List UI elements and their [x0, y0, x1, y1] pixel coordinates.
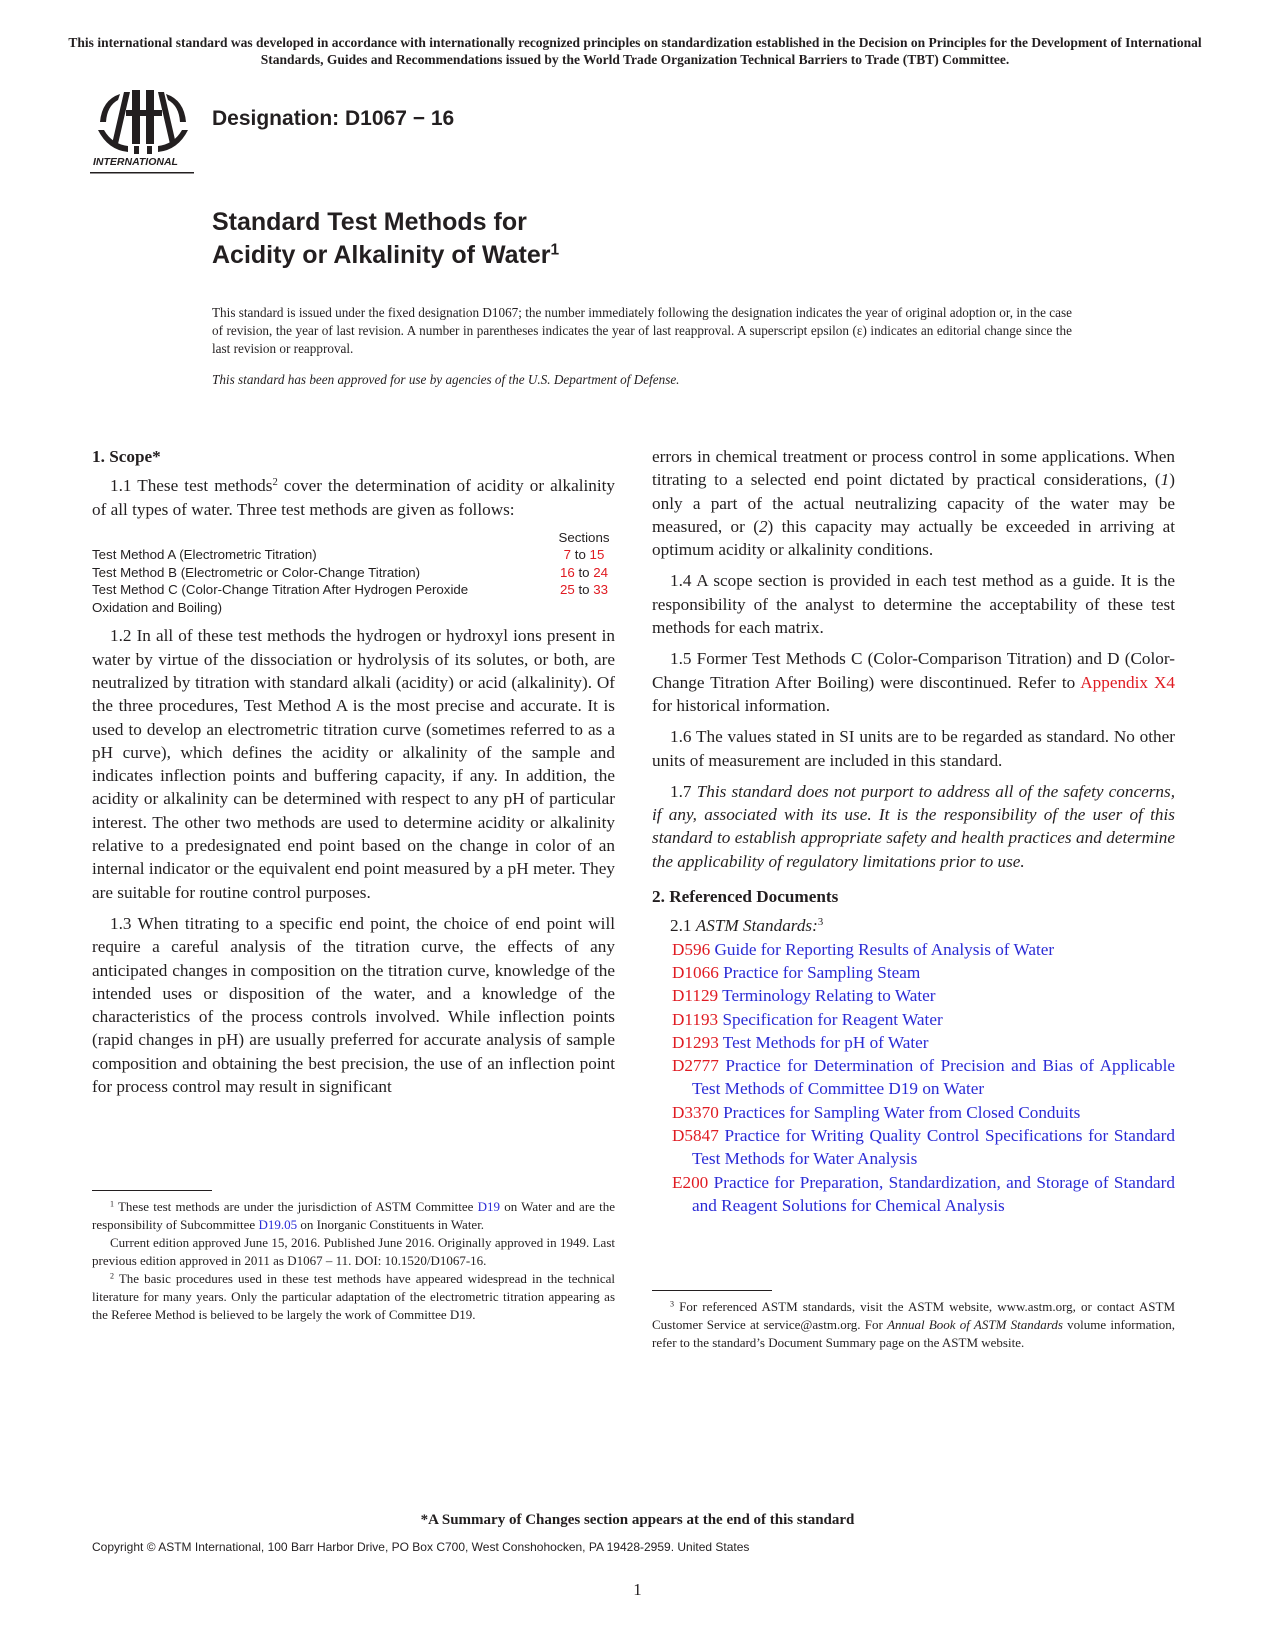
para-1-5-text: 1.5 Former Test Methods C (Color-Comparison Titration) and D (Color-Change Titration After Boiling) were discontinued. Refer to	[652, 649, 1175, 692]
reference-code[interactable]: D2777	[672, 1056, 719, 1076]
appendix-x4-link[interactable]: Appendix X4	[1080, 672, 1175, 692]
table-row	[92, 581, 615, 616]
reference-title[interactable]: Practice for Sampling Steam	[723, 962, 921, 982]
footnote-3-text-b: volume information, refer to the standard’s Document Summary page on the ASTM website.	[652, 1317, 1175, 1350]
reference-item[interactable]	[652, 1031, 1175, 1054]
footnote-rule-left	[92, 1190, 212, 1191]
section-link[interactable]: 33	[593, 582, 609, 598]
committee-d19-link[interactable]: D19	[477, 1199, 501, 1214]
to-word: to	[574, 547, 586, 563]
reference-code[interactable]: D1293	[672, 1032, 719, 1052]
reference-code[interactable]: D596	[672, 939, 711, 959]
footnote-3-marker: 3	[670, 1299, 675, 1309]
footnote-3-text: For referenced ASTM standards, visit the ASTM website, www.astm.org, or contact ASTM Customer Service at service@astm.org. For	[652, 1299, 1175, 1332]
section-link[interactable]: 7	[563, 547, 572, 563]
footnote-1-marker: 1	[110, 1199, 115, 1209]
reference-item[interactable]	[652, 961, 1175, 984]
scope-heading: 1. Scope*	[92, 447, 161, 466]
section-link[interactable]: 15	[589, 547, 605, 563]
document-title	[212, 206, 559, 272]
reference-code[interactable]: D1066	[672, 962, 719, 982]
table-row	[92, 564, 615, 582]
reference-item[interactable]	[652, 938, 1175, 961]
title-line-2	[212, 239, 559, 272]
footnote-ref-2[interactable]: 2	[272, 477, 278, 489]
reference-item[interactable]	[652, 1171, 1175, 1218]
reference-title[interactable]: Practice for Determination of Precision and Bias of Applicable Test Methods of Committee D19 on Water	[692, 1056, 1176, 1099]
reference-title[interactable]: Practices for Sampling Water from Closed Conduits	[723, 1102, 1081, 1122]
para-1-3-cont-c: ) this capacity may actually be exceeded in arriving at optimum acidity or alkalinity conditions.	[652, 516, 1175, 560]
footnotes-right	[652, 1298, 1175, 1352]
reference-title[interactable]: Guide for Reporting Results of Analysis of Water	[714, 939, 1055, 959]
table-header-sections: Sections	[558, 529, 610, 545]
table-cell-sections	[553, 581, 615, 599]
subcommittee-d19-05-link[interactable]: D19.05	[258, 1217, 298, 1232]
wto-notice: This international standard was developed in accordance with internationally recognized principles on standardization established in the Decision on Principles for the Development of International Standards, Guides and Recommendations issued by the World Trade Organization Technical Barriers to Trade (TBT) Committee.	[68, 35, 1202, 67]
para-2-1-number: 2.1	[670, 916, 696, 936]
section-link[interactable]: 24	[593, 564, 609, 580]
para-2-1	[652, 914, 1175, 937]
para-1-7-number: 1.7	[670, 781, 697, 801]
para-1-3-cont-b: ) only a part of the actual neutralizing capacity of the water may be measured, or (	[652, 470, 1175, 536]
footnote-1	[92, 1198, 615, 1234]
reference-code[interactable]: D3370	[672, 1102, 719, 1122]
footnote-2-marker: 2	[110, 1271, 115, 1281]
reference-item[interactable]	[652, 1008, 1175, 1031]
para-1-1-text-b: cover the determination of acidity or alkalinity of all types of water. Three test methods are given as follows:	[92, 476, 615, 519]
footnote-3	[652, 1298, 1175, 1352]
title-line-2-text: Acidity or Alkalinity of Water	[212, 241, 551, 269]
reference-title[interactable]: Terminology Relating to Water	[722, 986, 936, 1006]
reference-code[interactable]: D1129	[672, 986, 719, 1006]
issue-note: This standard is issued under the fixed designation D1067; the number immediately following the designation indicates the year of original adoption or, in the case of revision, the year of last revision. A number in parentheses indicates the year of last reapproval. A superscript epsilon (ε) indicates an editorial change since the last revision or reapproval.	[212, 305, 1072, 356]
footnote-1-edition: Current edition approved June 15, 2016. Published June 2016. Originally approved in 1949. Last previous edition approved in 2011 as D1067 – 11. DOI: 10.1520/D1067-16.	[92, 1235, 615, 1268]
dod-note: This standard has been approved for use by agencies of the U.S. Department of Defense.	[212, 372, 680, 387]
astm-logo	[88, 86, 200, 182]
designation: Designation: D1067 − 16	[212, 107, 455, 130]
para-1-5	[652, 647, 1175, 717]
footnote-1-text-c: on Inorganic Constituents in Water.	[297, 1217, 485, 1232]
title-line-1: Standard Test Methods for	[212, 208, 527, 236]
referenced-docs-heading: 2. Referenced Documents	[652, 887, 839, 907]
copyright: Copyright © ASTM International, 100 Barr Harbor Drive, PO Box C700, West Conshohocken, PA 19428-2959. United States	[92, 1540, 750, 1554]
reference-code[interactable]: D1193	[672, 1009, 719, 1029]
page-number: 1	[633, 1580, 642, 1599]
astm-standards-label: ASTM Standards:	[695, 916, 818, 936]
reference-title[interactable]: Practice for Preparation, Standardization, and Storage of Standard and Reagent Solutions for Chemical Analysis	[692, 1172, 1176, 1215]
reference-title[interactable]: Test Methods for pH of Water	[722, 1032, 929, 1052]
test-method-table	[92, 529, 615, 617]
footnotes-left	[92, 1198, 615, 1324]
reference-code[interactable]: E200	[672, 1172, 709, 1192]
table-cell-name: Test Method A (Electrometric Titration)	[92, 547, 317, 563]
footnote-2	[92, 1270, 615, 1324]
reference-title[interactable]: Specification for Reagent Water	[722, 1009, 943, 1029]
table-cell-sections	[553, 546, 615, 564]
left-column	[92, 445, 615, 1106]
footnote-ref-3[interactable]: 3	[817, 917, 824, 929]
para-1-2: 1.2 In all of these test methods the hydrogen or hydroxyl ions present in water by virtue of the dissociation or hydrolysis of its solutes, or both, are neutralized by titration with standard alkali (acidity) or acid (alkalinity). Of the three procedures, Test Method A is the most precise and accurate. It is used to develop an electrometric titration curve (sometimes referred to as a pH curve), which defines the acidity or alkalinity of the sample and indicates inflection points and buffering capacity, if any. In addition, the acidity or alkalinity can be determined with respect to any pH of particular interest. The other two methods are used to determine acidity or alkalinity relative to a predesignated end point based on the change in color of an internal indicator or the equivalent end point measured by a pH meter. They are suitable for routine control purposes.	[92, 626, 615, 902]
enum-1: 1	[1160, 470, 1170, 490]
to-word: to	[578, 582, 590, 598]
enum-2: 2	[758, 516, 768, 536]
reference-code[interactable]: D5847	[672, 1126, 719, 1146]
table-cell-name: Test Method C (Color-Change Titration After Hydrogen Peroxide Oxidation and Boiling)	[92, 582, 469, 615]
section-link[interactable]: 25	[559, 582, 575, 598]
para-1-3-continued	[652, 445, 1175, 561]
summary-of-changes-note: *A Summary of Changes section appears at the end of this standard	[420, 1512, 855, 1528]
reference-item[interactable]	[652, 1101, 1175, 1124]
table-cell-name: Test Method B (Electrometric or Color-Change Titration)	[92, 564, 421, 580]
logo-text: INTERNATIONAL	[93, 156, 178, 168]
reference-title[interactable]: Practice for Writing Quality Control Specifications for Standard Test Methods for Water Analysis	[692, 1126, 1176, 1169]
table-cell-sections	[553, 564, 615, 582]
footnote-rule-right	[652, 1290, 772, 1291]
footnote-1-text: These test methods are under the jurisdiction of ASTM Committee	[114, 1199, 478, 1214]
footnote-2-text: The basic procedures used in these test methods have appeared widespread in the technical literature for many years. Only the particular adaptation of the electrometric titration appearing as the Referee Method is believed to be largely the work of Committee D19.	[92, 1271, 615, 1322]
para-1-1	[92, 474, 615, 521]
to-word: to	[578, 564, 590, 580]
footnote-1-text-b: on Water and are the responsibility of Subcommittee	[92, 1199, 615, 1232]
para-1-3-cont-a: errors in chemical treatment or process control in some applications. When titrating to a selected end point dictated by practical considerations, (	[652, 447, 1175, 490]
para-1-3: 1.3 When titrating to a specific end point, the choice of end point will require a careful analysis of the titration curve, the effects of any anticipated changes in composition on the titration curve, knowledge of the intended uses or disposition of the water, and a knowledge of the characteristics of the process controls involved. While inflection points (rapid changes in pH) are usually preferred for accurate analysis of sample composition and obtaining the best precision, the use of an inflection point for process control may result in significant	[92, 913, 615, 1097]
title-footnote-ref[interactable]: 1	[550, 241, 560, 259]
reference-item[interactable]	[652, 1124, 1175, 1171]
section-link[interactable]: 16	[559, 564, 575, 580]
para-1-7-text: This standard does not purport to address all of the safety concerns, if any, associated with its use. It is the responsibility of the user of this standard to establish appropriate safety and health practices and determine the applicability of regulatory limitations prior to use.	[652, 781, 1176, 871]
para-1-6: 1.6 The values stated in SI units are to be regarded as standard. No other units of measurement are included in this standard.	[652, 727, 1175, 770]
table-header-row	[92, 529, 615, 547]
reference-item[interactable]	[652, 1054, 1175, 1101]
para-1-5-text-b: for historical information.	[652, 695, 831, 715]
table-row	[92, 546, 615, 564]
para-1-7	[652, 780, 1175, 873]
para-1-1-text: 1.1 These test methods	[110, 476, 273, 496]
annual-book-title: Annual Book of ASTM Standards	[887, 1317, 1063, 1332]
para-1-4: 1.4 A scope section is provided in each test method as a guide. It is the responsibility of the analyst to determine the acceptability of these test methods for each matrix.	[652, 571, 1175, 638]
reference-item[interactable]	[652, 984, 1175, 1007]
right-column	[652, 445, 1175, 1217]
